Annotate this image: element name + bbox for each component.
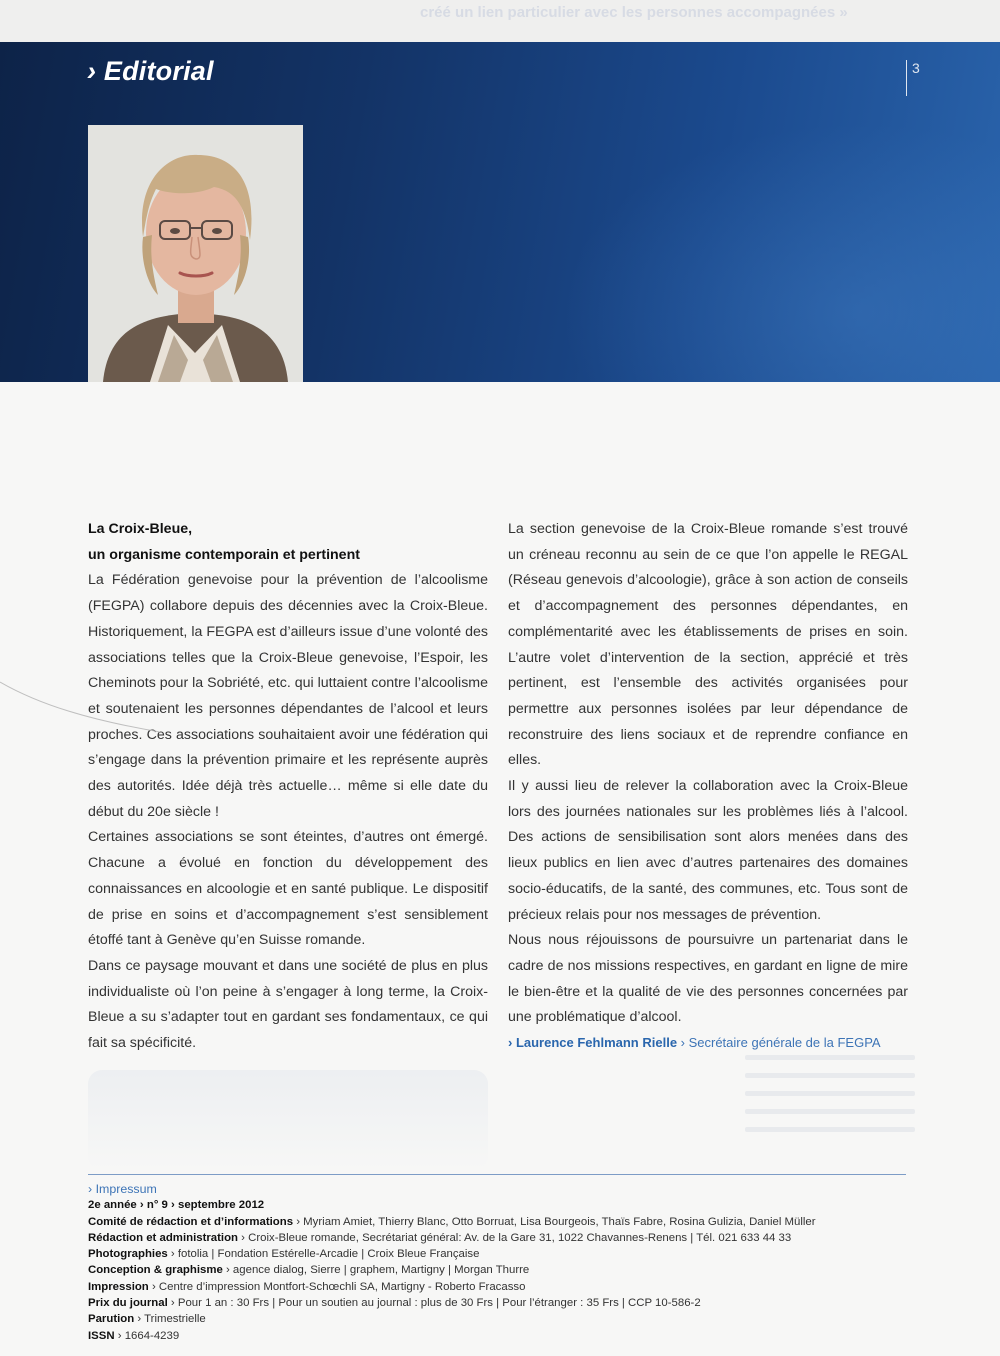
impressum-line (88, 1230, 908, 1246)
impressum-label: Comité de rédaction et d’informations (88, 1215, 294, 1228)
author-name: › Laurence Fehlmann Rielle (508, 1035, 678, 1051)
article-left-column (88, 517, 488, 1057)
impressum-value: › Centre d’impression Montfort-Schœchli SA, Martigny - Roberto Fracasso (148, 1280, 526, 1293)
impressum-line (88, 1214, 908, 1230)
page-number-divider (906, 60, 907, 96)
article-paragraph: Certaines associations se sont éteintes, d’autres ont émergé. Chacune a évolué en fonction du développement des connaissances en alcoologie et en santé publique. Le dispositif de prise en soins et d’accompagnement s’est sensiblement étoffé tant à Genève qu’en Suisse romande. (88, 829, 488, 949)
impressum-value: › 1664-4239 (114, 1329, 180, 1342)
impressum-line (88, 1262, 908, 1278)
article-right-column (508, 517, 908, 1054)
portrait-illustration (88, 125, 303, 382)
impressum-label: Photographies (88, 1248, 168, 1261)
impressum-label: ISSN (88, 1329, 115, 1342)
bleed-through-lines (745, 1055, 915, 1165)
article-paragraph: Il y aussi lieu de relever la collaboration avec la Croix-Bleue lors des journées nationales sur les problèmes liés à l’alcool. Des actions de sensibilisation sont alors menées dans des lieux publics en lien avec d’autres partenaires des domaines socio-éducatifs, de la santé, des communes, etc. Tous sont de précieux relais pour nos messages de prévention. (508, 778, 908, 923)
impressum-label: Conception & graphisme (88, 1264, 223, 1277)
impressum-line (88, 1311, 908, 1327)
article-paragraph: La Fédération genevoise pour la prévention de l’alcoolisme (FEGPA) collabore depuis des décennies avec la Croix-Bleue. Historiquement, la FEGPA est d’ailleurs issue d’une volonté des associations telles que la Croix-Bleue genevoise, l’Espoir, les Cheminots pour la Sobriété, etc. qui luttaient contre l’alcoolisme et soutenaient les personnes dépendantes de l’alcool et leurs proches. Ces associations souhaitaient avoir une fédération qui s’engage dans la prévention primaire et les représente auprès des autorités. Idée déjà très actuelle… même si elle date du début du 20e siècle ! (88, 572, 488, 820)
editorial-banner (0, 42, 1000, 382)
author-role: › Secrétaire générale de la FEGPA (677, 1035, 881, 1051)
author-signature (508, 1032, 908, 1054)
article-heading-line-2: un organisme contemporain et pertinent (88, 546, 360, 563)
article-paragraph: Nous nous réjouissons de poursuivre un partenariat dans le cadre de nos missions respectives, en gardant en ligne de mire le bien-être et la qualité de vie des personnes concernées par une problématique d’alcool. (508, 932, 908, 1026)
page-number: 3 (912, 60, 920, 76)
impressum-line (88, 1328, 908, 1344)
section-title: › Editorial (87, 56, 214, 86)
impressum-label: Parution (88, 1313, 135, 1326)
impressum-value: › Croix-Bleue romande, Secrétariat général: Av. de la Gare 31, 1022 Chavannes-Renens | Tél. 021 633 44 33 (238, 1231, 792, 1244)
impressum-value: › Myriam Amiet, Thierry Blanc, Otto Borruat, Lisa Bourgeois, Thaïs Fabre, Rosina Gulizia, Daniel Müller (293, 1215, 816, 1228)
top-strip (0, 0, 1000, 42)
impressum-issue: 2e année › n° 9 › septembre 2012 (88, 1199, 265, 1212)
impressum-title: › Impressum (88, 1182, 157, 1196)
impressum-value: › Trimestrielle (134, 1313, 206, 1326)
impressum-divider (88, 1174, 906, 1175)
impressum-line (88, 1295, 908, 1311)
impressum-value: › fotolia | Fondation Estérelle-Arcadie | Croix Bleue Française (167, 1248, 480, 1261)
article-paragraph: La section genevoise de la Croix-Bleue romande s’est trouvé un créneau reconnu au sein de ce que l’on appelle le REGAL (Réseau genevois d’alcoologie), grâce à son action de conseils et d’accompagnement des personnes dépendantes, en complémentarité avec les établissements de prises en soin. L’autre volet d’intervention de la section, apprécié et très pertinent, est l’ensemble des activités organisées pour permettre aux personnes isolées par leur dépendance de reconstruire des liens sociaux et de reprendre confiance en elles. (508, 521, 908, 769)
bleed-through-box (88, 1070, 488, 1170)
impressum-value: › Pour 1 an : 30 Frs | Pour un soutien au journal : plus de 30 Frs | Pour l’étranger : 35 Frs | CCP 10-586-2 (167, 1297, 701, 1310)
impressum-line (88, 1279, 908, 1295)
author-portrait (88, 125, 303, 382)
impressum-label: Prix du journal (88, 1297, 168, 1310)
article-heading-line-1: La Croix-Bleue, (88, 521, 193, 537)
banner-glow (560, 122, 1000, 382)
impressum (88, 1181, 908, 1344)
bleed-through-text: créé un lien particulier avec les personnes accompagnées » (420, 4, 848, 21)
impressum-value: › agence dialog, Sierre | graphem, Martigny | Morgan Thurre (222, 1264, 530, 1277)
impressum-label: Impression (88, 1280, 149, 1293)
impressum-line (88, 1246, 908, 1262)
impressum-label: Rédaction et administration (88, 1231, 238, 1244)
article-paragraph: Dans ce paysage mouvant et dans une société de plus en plus individualiste où l’on peine à s’engager à long terme, la Croix-Bleue a su s’adapter tout en gardant ses fondamentaux, ce qui fait sa spécificité. (88, 957, 488, 1052)
